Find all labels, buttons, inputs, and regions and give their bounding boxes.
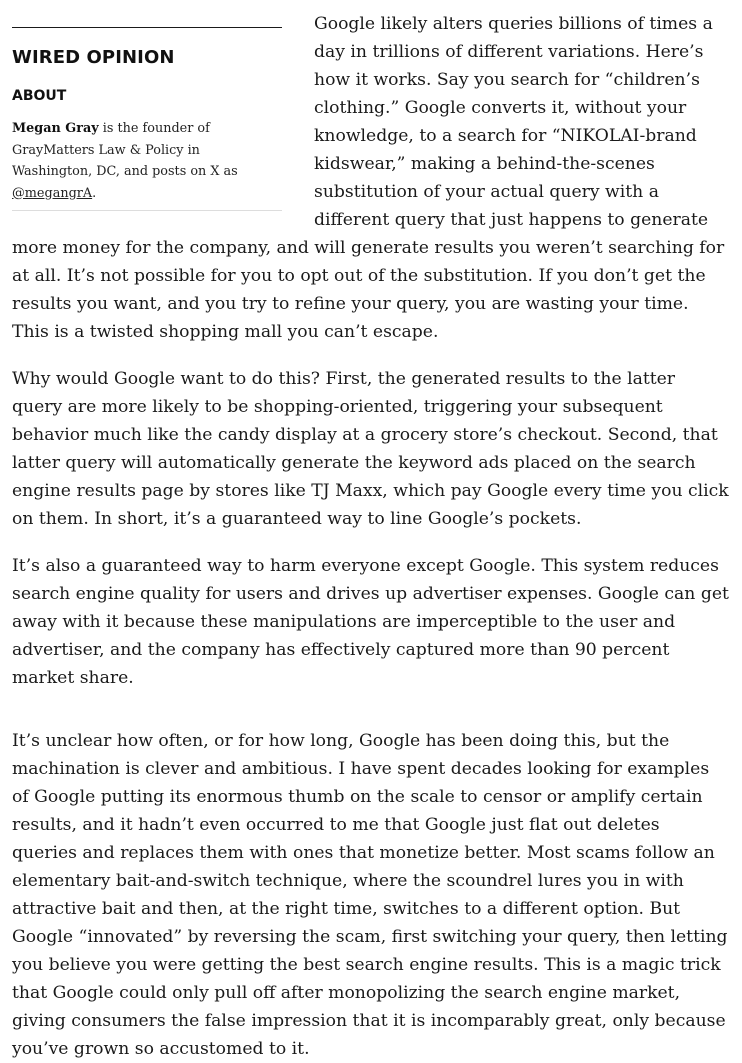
- article-page: [0, 10, 742, 1063]
- article-body: [12, 10, 730, 1063]
- author-name: Megan Gray: [12, 121, 99, 136]
- bio-text: is the founder of GrayMatters Law & Policy in Washington, DC, and posts on X as: [12, 121, 238, 179]
- section-title: WIRED OPINION: [12, 47, 175, 68]
- bio-end: .: [92, 185, 97, 201]
- author-bio: [12, 118, 282, 211]
- paragraph: It’s also a guaranteed way to harm everyone except Google. This system reduces search engine quality for users and drives up advertiser expenses. Google can get away with it because these manipulations are imperceptible to the user and advertiser, and the company has effectively captured more than 90 percent market share.: [12, 556, 729, 688]
- paragraph: It’s unclear how often, or for how long, Google has been doing this, but the machination is clever and ambitious. I have spent decades looking for examples of Google putting its enormous thumb on the scale to censor or amplify certain results, and it hadn’t even occurred to me that Google just flat out deletes queries and replaces them with ones that monetize better. Most scams follow an elementary bait-and-switch technique, where the scoundrel lures you in with attractive bait and then, at the right time, switches to a different option. But Google “innovated” by reversing the scam, first switching your query, then letting you believe you were getting the best search engine results. This is a magic trick that Google could only pull off after monopolizing the search engine market, giving consumers the false impression that it is incomparably great, only because you’ve grown so accustomed to it.: [12, 731, 728, 1059]
- paragraph: Why would Google want to do this? First, the generated results to the latter query are more likely to be shopping-oriented, triggering your subsequent behavior much like the candy display at a grocery store’s checkout. Second, that latter query will automatically generate the keyword ads placed on the search engine results page by stores like TJ Maxx, which pay Google every time you click on them. In short, it’s a guaranteed way to line Google’s pockets.: [12, 369, 729, 529]
- paragraph: Google likely alters queries billions of times a day in trillions of different variations. Here’s how it works. Say you search for “children’s clothing.” Google converts it, without your knowledge, to a search for “NIKOLAI-brand kidswear,” making a behind-the-scenes substitution of your actual query with a different query that just happens to generate more money for the company, and will generate results you weren’t searching for at all. It’s not possible for you to opt out of the substitution. If you don’t get the results you want, and you try to refine your query, you are wasting your time. This is a twisted shopping mall you can’t escape.: [12, 14, 725, 342]
- opinion-sidebar: [12, 27, 282, 211]
- about-heading: ABOUT: [12, 88, 67, 104]
- author-handle-link[interactable]: @megangrA: [12, 185, 93, 201]
